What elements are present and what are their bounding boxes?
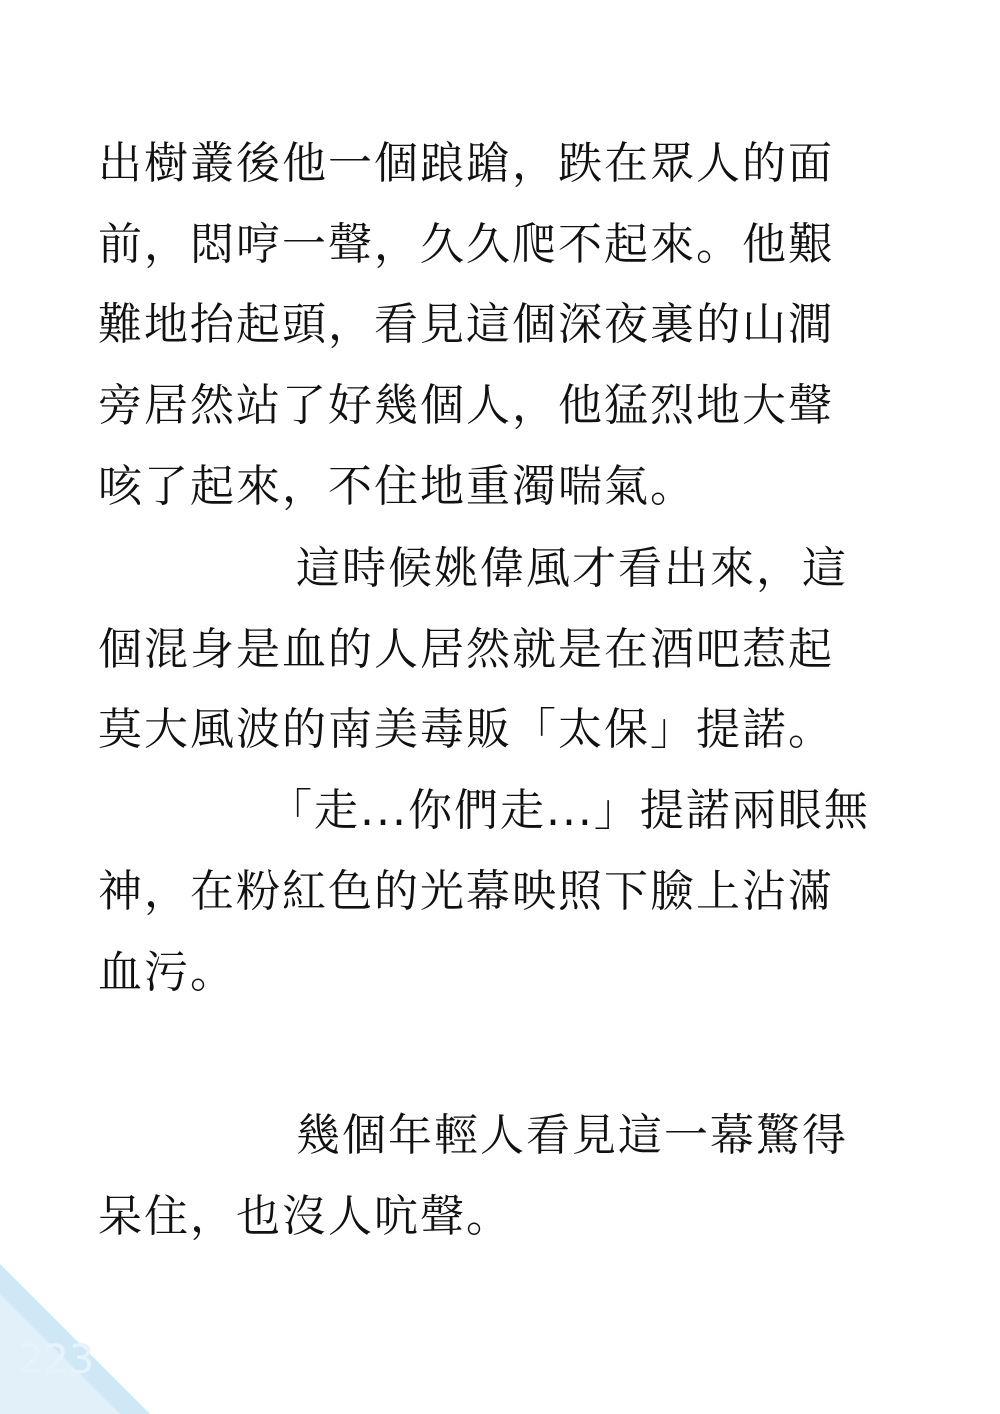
page-number: 223 xyxy=(18,1337,95,1383)
text-line: 神，在粉紅色的光幕映照下臉上沾滿 xyxy=(98,866,834,917)
text-line: 莫大風波的南美毒販「太保」提諾。 xyxy=(98,704,834,755)
text-line: 出樹叢後他一個踉蹌，跌在眾人的面 xyxy=(98,138,834,189)
text-line: 旁居然站了好幾個人，他猛烈地大聲 xyxy=(98,380,834,431)
watermark-logo-icon xyxy=(0,1214,200,1414)
text-line: 幾個年輕人看見這一幕驚得 xyxy=(296,1110,848,1161)
text-line: 這時候姚偉風才看出來，這 xyxy=(296,543,848,594)
text-line: 血污。 xyxy=(98,947,236,998)
text-line: 「走...你們走...」提諾兩眼無 xyxy=(268,785,870,836)
text-line: 難地抬起頭，看見這個深夜裏的山澗 xyxy=(98,299,834,350)
watermark-corner xyxy=(0,1214,200,1414)
text-line: 呆住，也沒人吭聲。 xyxy=(98,1191,512,1242)
text-line: 前，悶哼一聲，久久爬不起來。他艱 xyxy=(98,219,834,270)
text-line: 個混身是血的人居然就是在酒吧惹起 xyxy=(98,624,834,675)
text-line: 咳了起來，不住地重濁喘氣。 xyxy=(98,461,696,512)
